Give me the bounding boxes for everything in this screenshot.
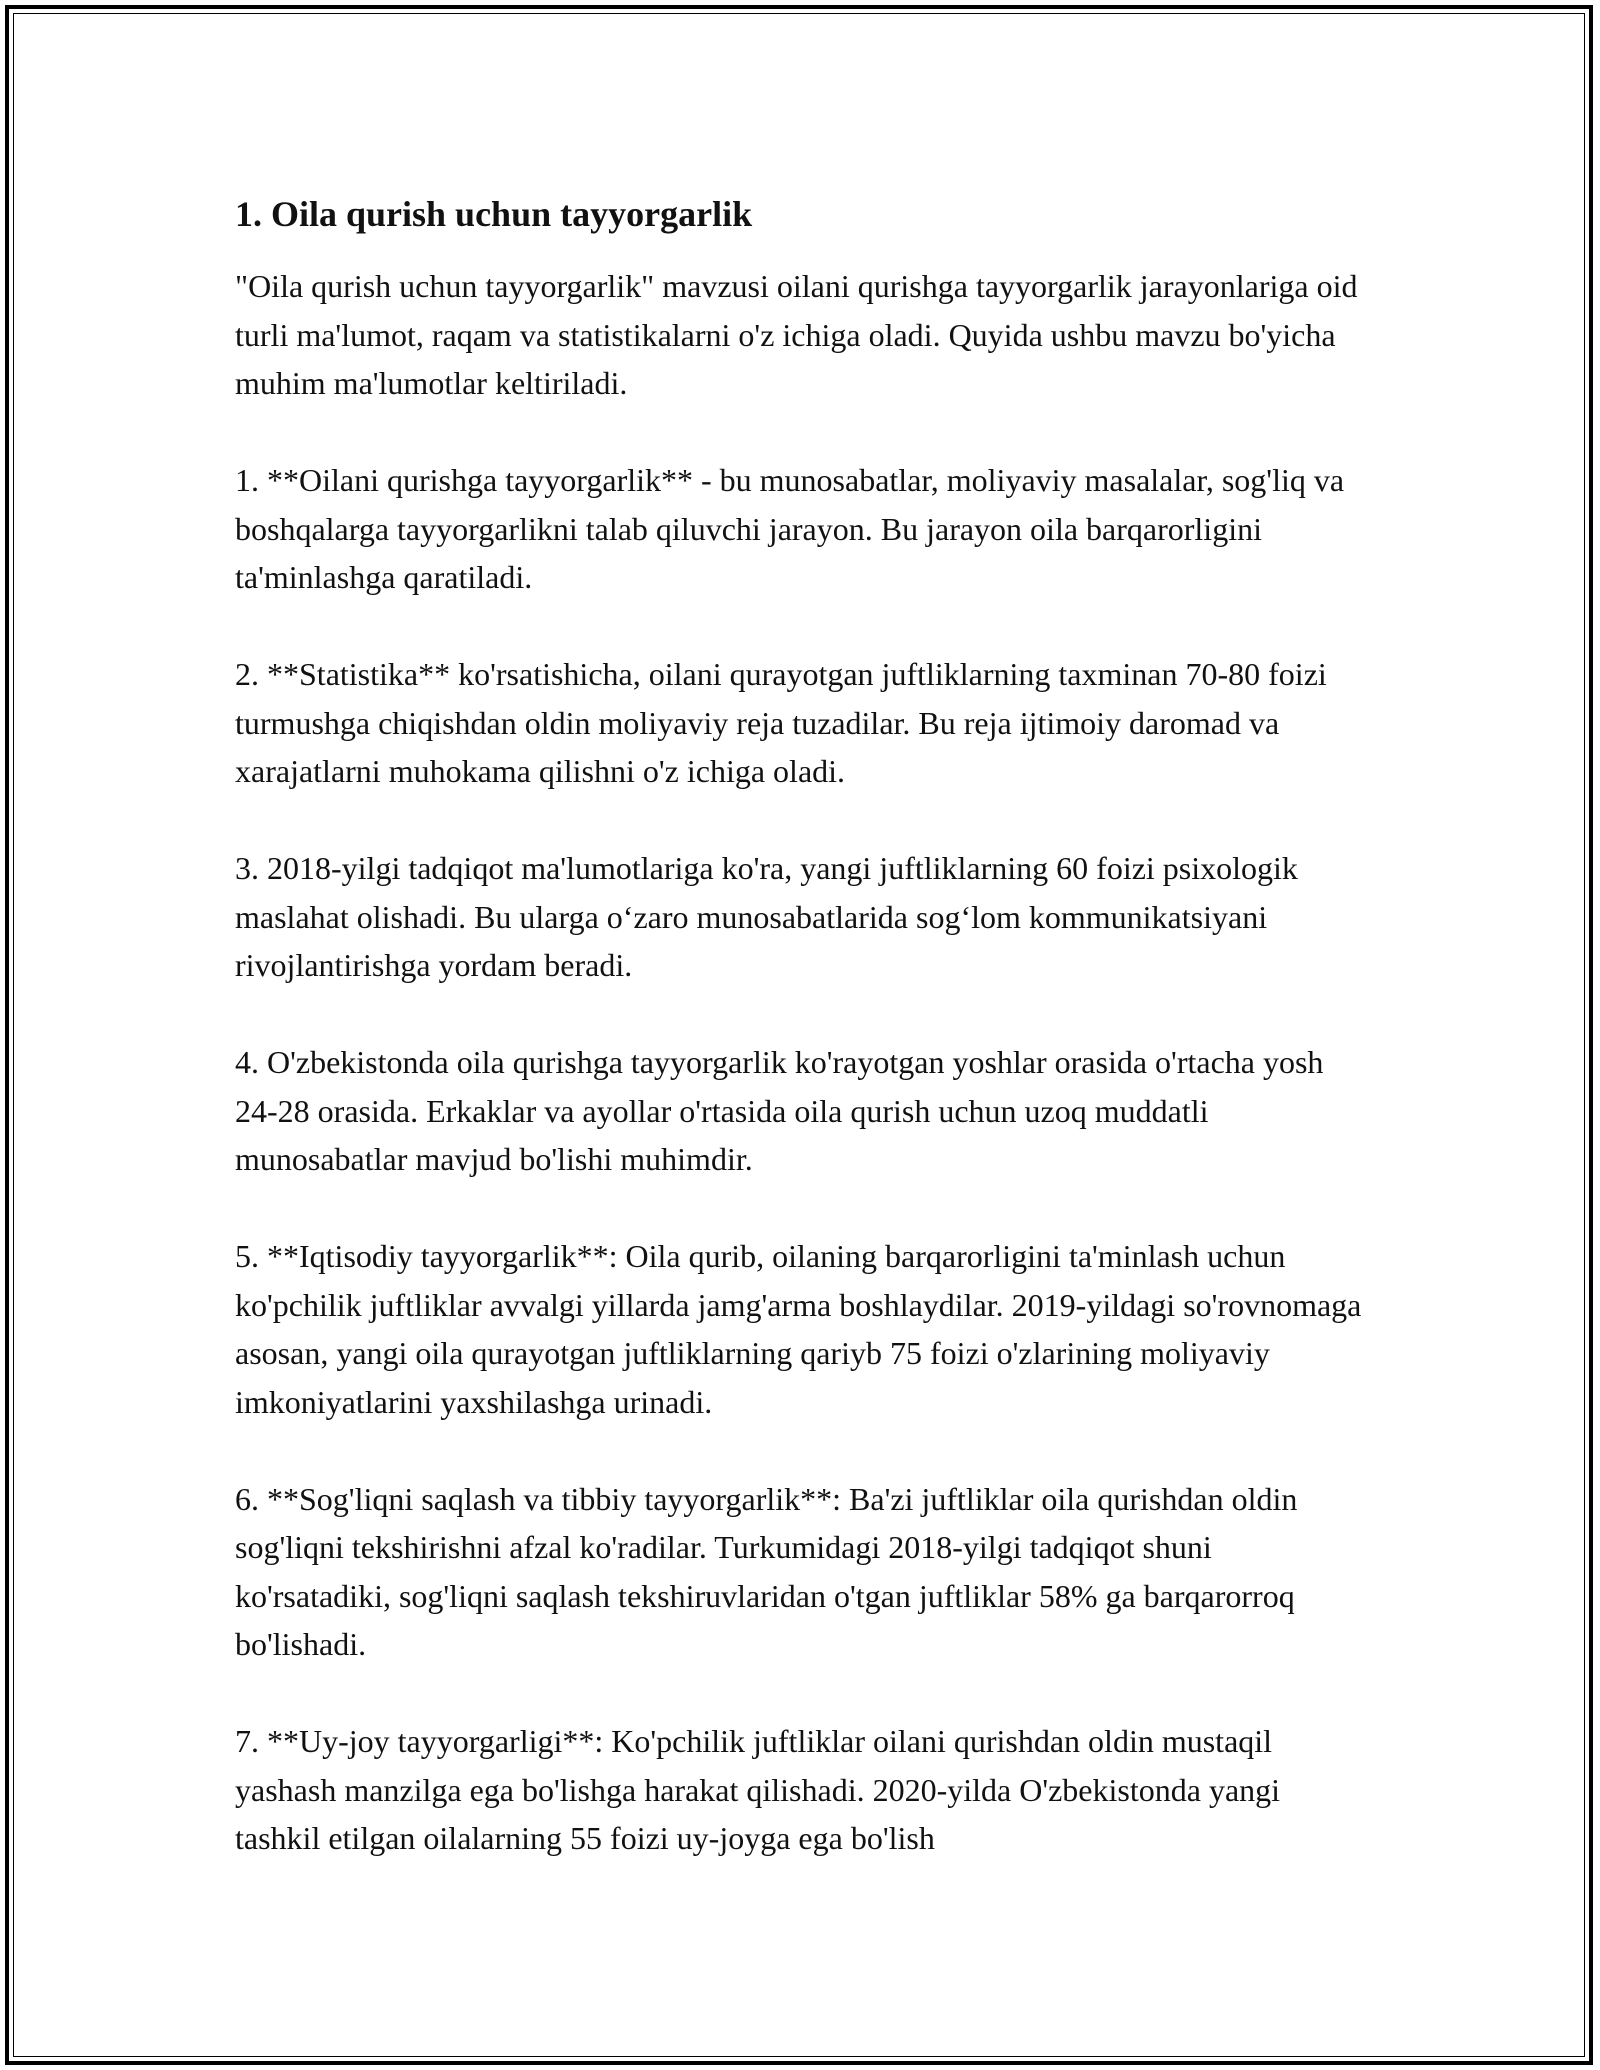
- intro-paragraph: "Oila qurish uchun tayyorgarlik" mavzusi oilani qurishga tayyorgarlik jarayonlariga oid turli ma'lumot, raqam va statistikalarni o'z ichiga oladi. Quyida ushbu mavzu bo'yicha muhim ma'lumotlar keltiriladi.: [235, 268, 1358, 401]
- paragraph-2: 2. **Statistika** ko'rsatishicha, oilani qurayotgan juftliklarning taxminan 70-80 foizi turmushga chiqishdan oldin moliyaviy reja tuzadilar. Bu reja ijtimoiy daromad va xarajatlarni muhokama qilishni o'z ichiga oladi.: [235, 656, 1327, 789]
- paragraph-4: 4. O'zbekistonda oila qurishga tayyorgarlik ko'rayotgan yoshlar orasida o'rtacha yosh 24-28 orasida. Erkaklar va ayollar o'rtasida oila qurish uchun uzoq muddatli munosabatlar mavjud bo'lishi muhimdir.: [235, 1044, 1324, 1177]
- document-title: 1. Oila qurish uchun tayyorgarlik: [235, 194, 753, 234]
- paragraph-3: 3. 2018-yilgi tadqiqot ma'lumotlariga ko'ra, yangi juftliklarning 60 foizi psixologik maslahat olishadi. Bu ularga o‘zaro munosabatlarida sog‘lom kommunikatsiyani rivojlantirishga yordam beradi.: [235, 850, 1298, 983]
- document-body: [235, 190, 1370, 1911]
- paragraph-1: 1. **Oilani qurishga tayyorgarlik** - bu munosabatlar, moliyaviy masalalar, sog'liq va boshqalarga tayyorgarlikni talab qiluvchi jarayon. Bu jarayon oila barqarorligini ta'minlashga qaratiladi.: [235, 462, 1345, 595]
- paragraph-6: 6. **Sog'liqni saqlash va tibbiy tayyorgarlik**: Ba'zi juftliklar oila qurishdan oldin sog'liqni tekshirishni afzal ko'radilar. Turkumidagi 2018-yilgi tadqiqot shuni ko'rsatadiki, sog'liqni saqlash tekshiruvlaridan o'tgan juftliklar 58% ga barqarorroq bo'lishadi.: [235, 1480, 1298, 1662]
- paragraph-5: 5. **Iqtisodiy tayyorgarlik**: Oila qurib, oilaning barqarorligini ta'minlash uchun ko'pchilik juftliklar avvalgi yillarda jamg'arma boshlaydilar. 2019-yildagi so'rovnomaga asosan, yangi oila qurayotgan juftliklarning qariyb 75 foizi o'zlarining moliyaviy imkoniyatlarini yaxshilashga urinadi.: [235, 1238, 1362, 1420]
- paragraph-7: 7. **Uy-joy tayyorgarligi**: Ko'pchilik juftliklar oilani qurishdan oldin mustaqil yashash manzilga ega bo'lishga harakat qilishadi. 2020-yilda O'zbekistonda yangi tashkil etilgan oilalarning 55 foizi uy-joyga ega bo'lish: [235, 1723, 1281, 1856]
